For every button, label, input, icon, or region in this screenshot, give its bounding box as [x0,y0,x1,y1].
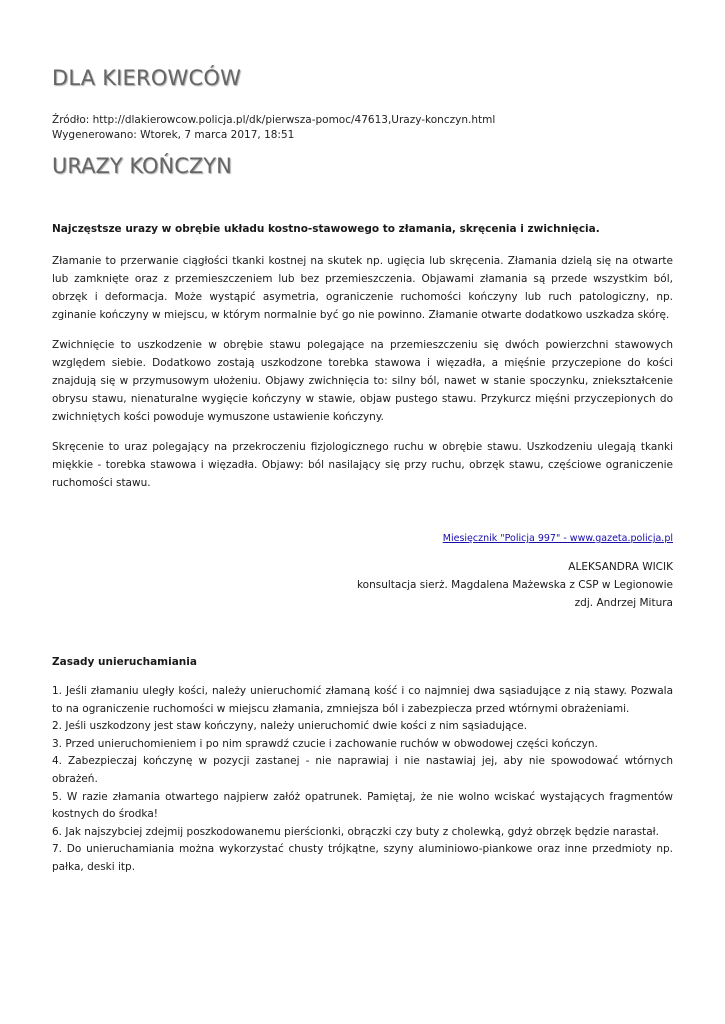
list-item: 7. Do unieruchamiania można wykorzystać chusty trójkątne, szyny aluminiowo-piankowe oraz inne przedmioty np. pałka, deski itp. [52,843,673,873]
list-item: 2. Jeśli uszkodzony jest staw kończyny, należy unieruchomić dwie kości z nim sąsiadujące. [52,720,528,733]
source-line: Źródło: http://dlakierowcow.policja.pl/dk/pierwsza-pomoc/47613,Urazy-konczyn.html [52,114,496,126]
rules-list [52,683,673,877]
article-body [52,222,673,877]
source-link[interactable]: Miesięcznik "Policja 997" - www.gazeta.policja.pl [442,533,673,544]
section-title: Zasady unieruchamiania [52,656,197,668]
list-item: 1. Jeśli złamaniu uległy kości, należy unieruchomić złamaną kość i co najmniej dwa sąsiadujące z nią stawy. Pozwala to na ograniczenie ruchomości w miejscu złamania, zmniejsza ból i zabezpiecza przed wtórnymi obrażeniami. [52,685,673,715]
paragraph-fracture: Złamanie to przerwanie ciągłości tkanki kostnej na skutek np. ugięcia lub skręcenia. Złamania dzielą się na otwarte lub zamknięte oraz z przemieszczeniem lub bez przemieszczenia. Objawami złamania są przede wszystkim ból, obrzęk i deformacja. Może wystąpić asymetria, ograniczenie ruchomości kończyny lub ruch patologiczny, np. zginanie kończyny w miejscu, w którym normalnie być go nie powinno. Złamanie otwarte dodatkowo uszkadza skórę. [52,255,673,321]
list-item: 6. Jak najszybciej zdejmij poszkodowanemu pierścionki, obrączki czy buty z cholewką, gdyż obrzęk będzie narastał. [52,825,659,838]
article-lead: Najczęstsze urazy w obrębie układu kostno-stawowego to złamania, skręcenia i zwichnięcia. [52,223,600,235]
author-name: ALEKSANDRA WICIK [568,561,673,573]
generated-line: Wygenerowano: Wtorek, 7 marca 2017, 18:51 [52,129,295,141]
list-item: 5. W razie złamania otwartego najpierw załóż opatrunek. Pamiętaj, że nie wolno wciskać wystających fragmentów kostnych do środka! [52,790,673,821]
paragraph-dislocation: Zwichnięcie to uszkodzenie w obrębie stawu polegające na przemieszczeniu się dwóch powierzchni stawowych względem siebie. Dodatkowo zostają uszkodzone torebka stawowa i więzadła, a mięśnie przyczepione do kości znajdują się w przymusowym ułożeniu. Objawy zwichnięcia to: silny ból, nawet w stanie spoczynku, zniekształcenie obrysu stawu, nienaturalne wygięcie kończyny w stawie, objaw pustego stawu. Przykurcz mięśni przyczepionych do zwichniętych kości powoduje wymuszone ustawienie kończyny. [52,339,673,423]
credits-block [52,558,673,612]
document-meta [52,113,495,143]
list-item: 4. Zabezpieczaj kończynę w pozycji zastanej - nie naprawiaj i nie nastawiaj jej, aby nie spowodować wtórnych obrażeń. [52,755,673,785]
consultation-credit: konsultacja sierż. Magdalena Mażewska z CSP w Legionowie [356,579,673,591]
source-block [52,531,673,546]
site-title: DLA KIEROWCÓW [52,66,242,90]
photo-credit: zdj. Andrzej Mitura [574,597,673,609]
list-item: 3. Przed unieruchomieniem i po nim sprawdź czucie i zachowanie ruchów w obwodowej części kończyn. [52,737,598,750]
article-title: URAZY KOŃCZYN [52,154,232,178]
paragraph-sprain: Skręcenie to uraz polegający na przekroczeniu fizjologicznego ruchu w obrębie stawu. Uszkodzeniu ulegają tkanki miękkie - torebka stawowa i więzadła. Objawy: ból nasilający się przy ruchu, obrzęk stawu, częściowe ograniczenie ruchomości stawu. [52,441,673,489]
